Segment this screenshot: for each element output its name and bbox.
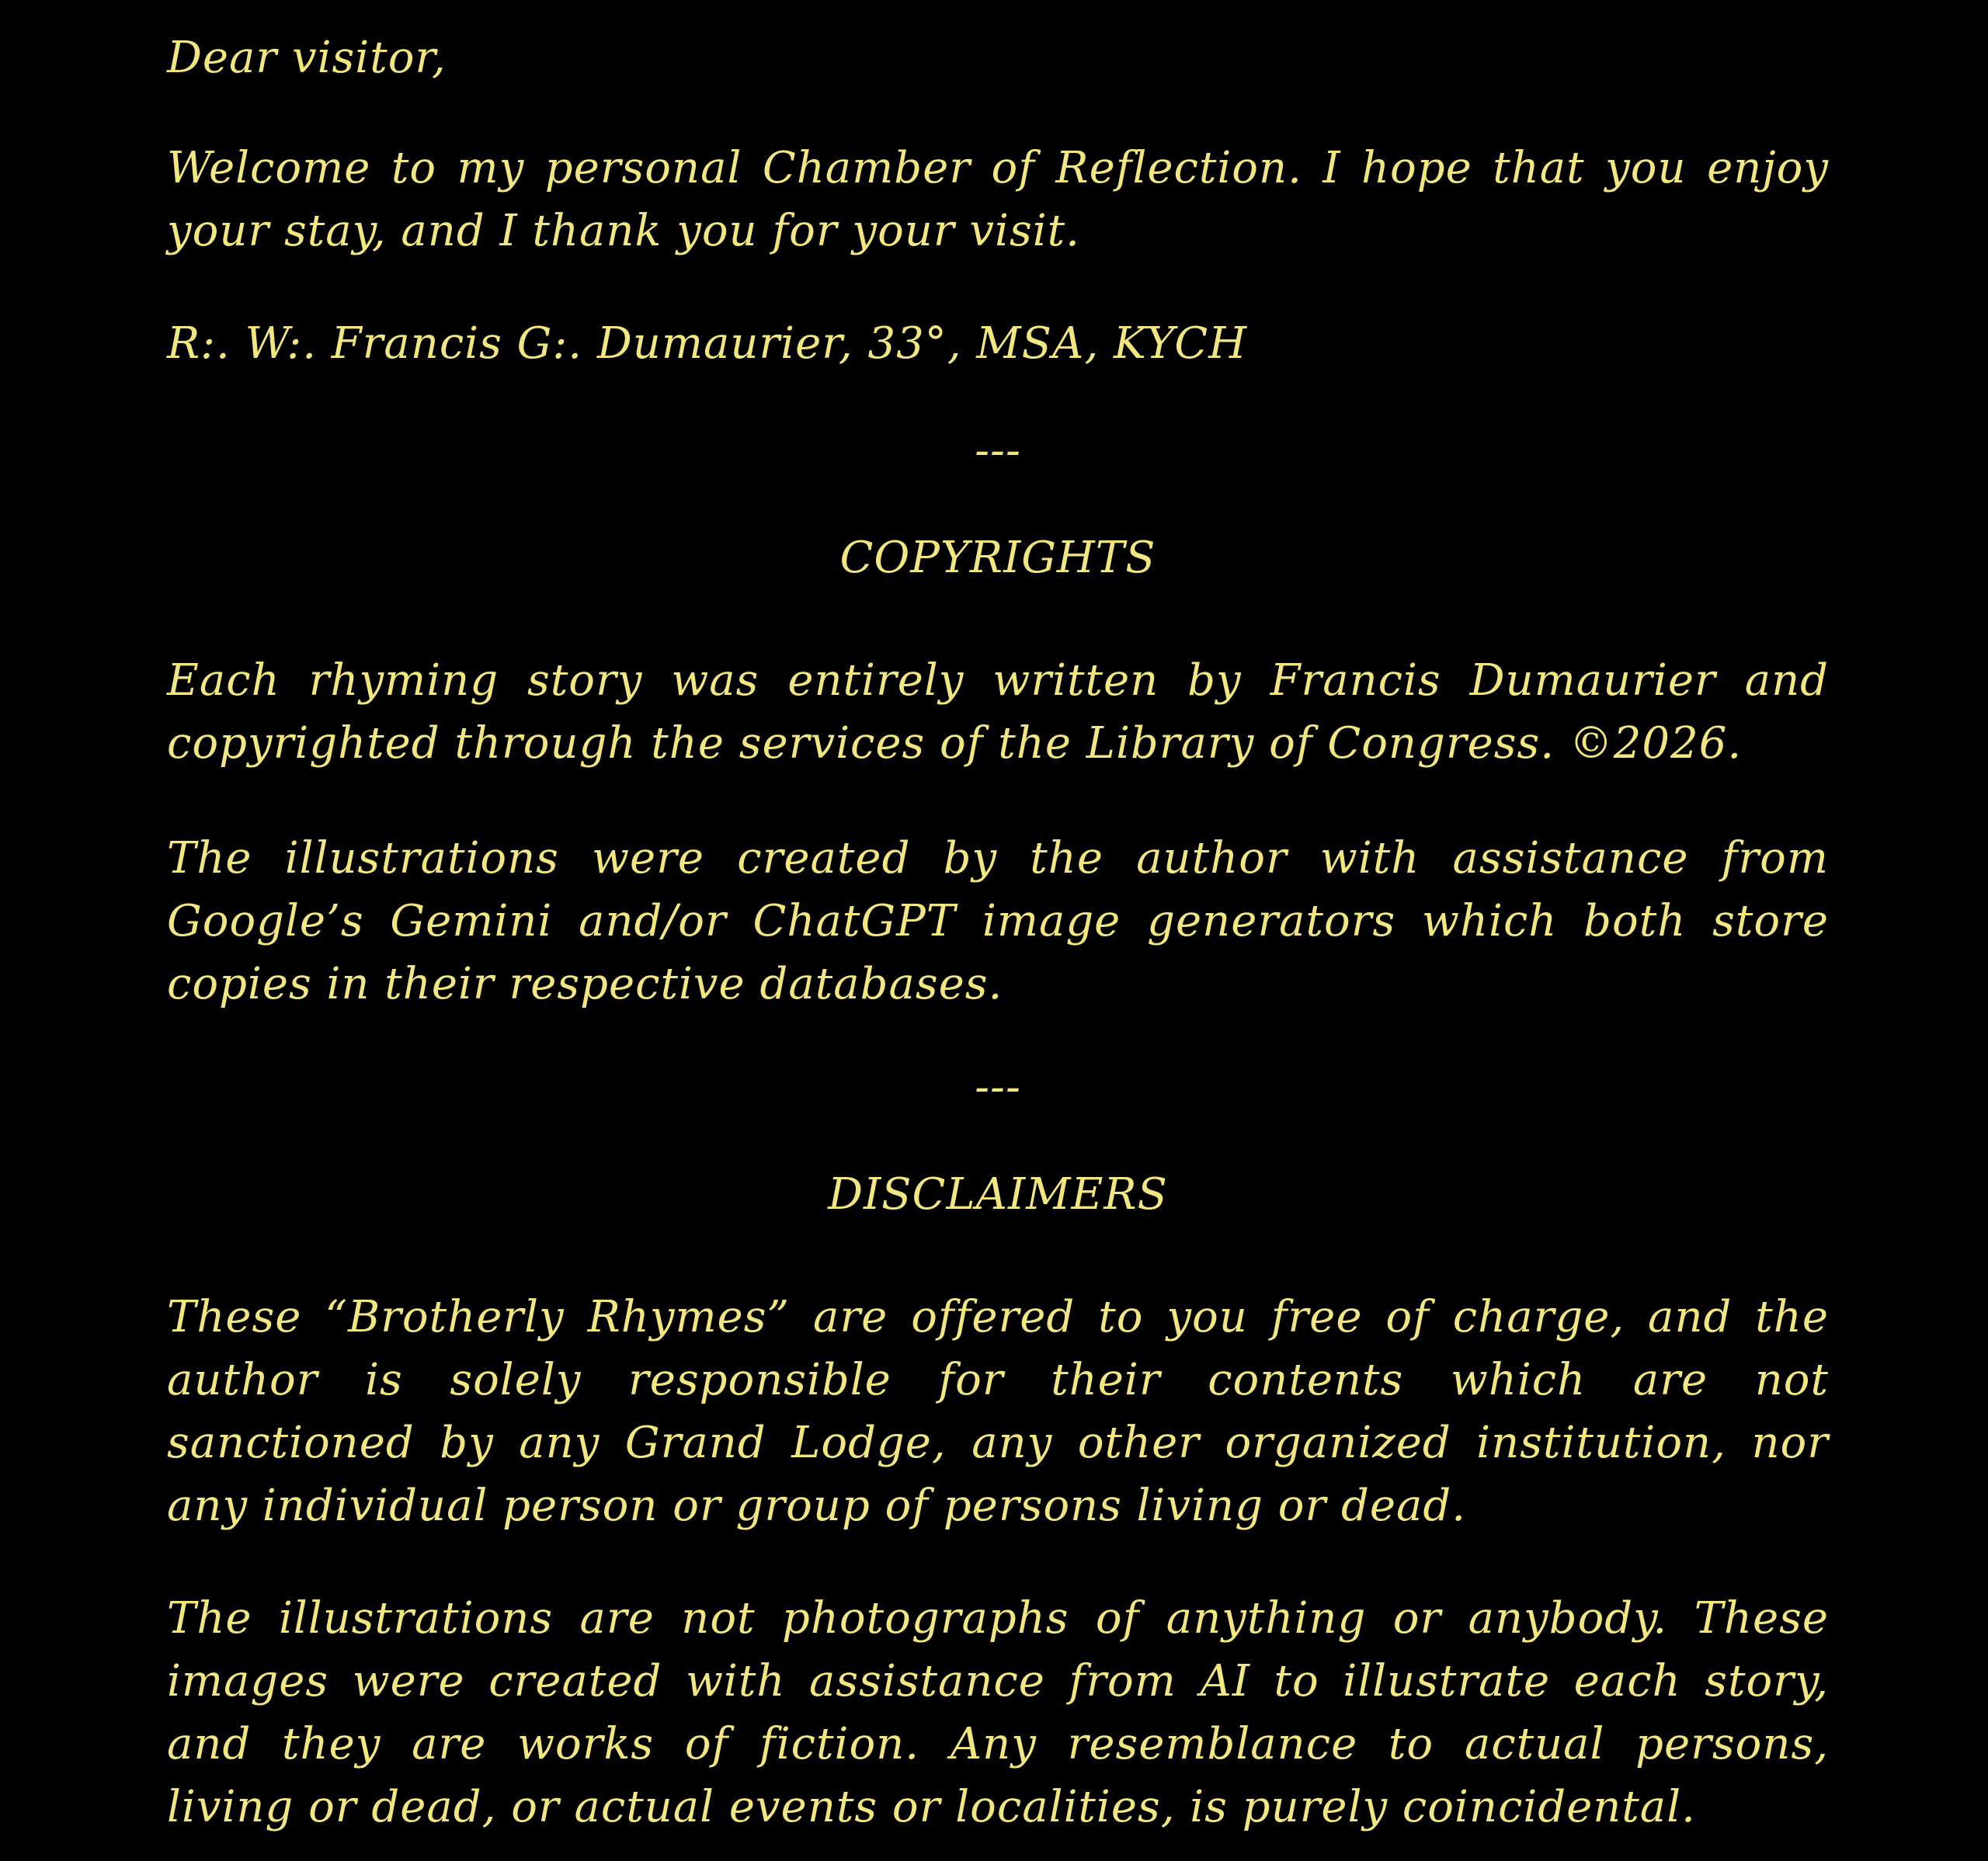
disclaimer-line: sanctioned by any Grand Lodge, any other organized institution, nor [167, 1418, 1829, 1468]
disclaimer-line: any individual person or group of persons living or dead. [167, 1481, 1467, 1531]
disclaimer-line: These “Brotherly Rhymes” are offered to you free of charge, and the [167, 1292, 1829, 1342]
disclaimers-paragraph-1 [167, 1286, 1829, 1537]
copyrights-paragraph-2 [167, 827, 1829, 1016]
copyright-line: Google’s Gemini and/or ChatGPT image generators which both store [167, 896, 1829, 946]
section-heading: COPYRIGHTS [839, 533, 1156, 583]
signature [167, 312, 1829, 375]
disclaimers-paragraph-2 [167, 1587, 1829, 1838]
copyright-line: Each rhyming story was entirely written by Francis Dumaurier and [167, 655, 1829, 706]
separator-1 [167, 419, 1829, 482]
disclaimer-line: living or dead, or actual events or localities, is purely coincidental. [167, 1782, 1696, 1832]
section-heading: DISCLAIMERS [828, 1169, 1168, 1220]
copyrights-heading [167, 526, 1829, 589]
separator-text: --- [975, 1062, 1021, 1113]
welcome-line: your stay, and I thank you for your visit. [167, 206, 1080, 256]
welcome-paragraph [167, 137, 1829, 262]
separator-2 [167, 1056, 1829, 1119]
copyright-line: copyrighted through the services of the Library of Congress. ©2026. [167, 718, 1743, 769]
disclaimer-line: images were created with assistance from AI to illustrate each story, [167, 1656, 1829, 1706]
disclaimers-heading [167, 1163, 1829, 1226]
greeting [167, 26, 1829, 89]
signature-text: R:. W:. Francis G:. Dumaurier, 33°, MSA, KYCH [167, 318, 1248, 369]
copyright-line: copies in their respective databases. [167, 959, 1003, 1009]
welcome-line: Welcome to my personal Chamber of Reflection. I hope that you enjoy [167, 143, 1829, 193]
disclaimer-line: and they are works of fiction. Any resemblance to actual persons, [167, 1719, 1829, 1769]
greeting-text: Dear visitor, [167, 33, 447, 83]
copyrights-paragraph-1 [167, 649, 1829, 775]
disclaimer-line: The illustrations are not photographs of anything or anybody. These [167, 1593, 1829, 1644]
disclaimer-line: author is solely responsible for their contents which are not [167, 1355, 1829, 1405]
separator-text: --- [975, 425, 1021, 476]
copyright-line: The illustrations were created by the author with assistance from [167, 833, 1829, 884]
